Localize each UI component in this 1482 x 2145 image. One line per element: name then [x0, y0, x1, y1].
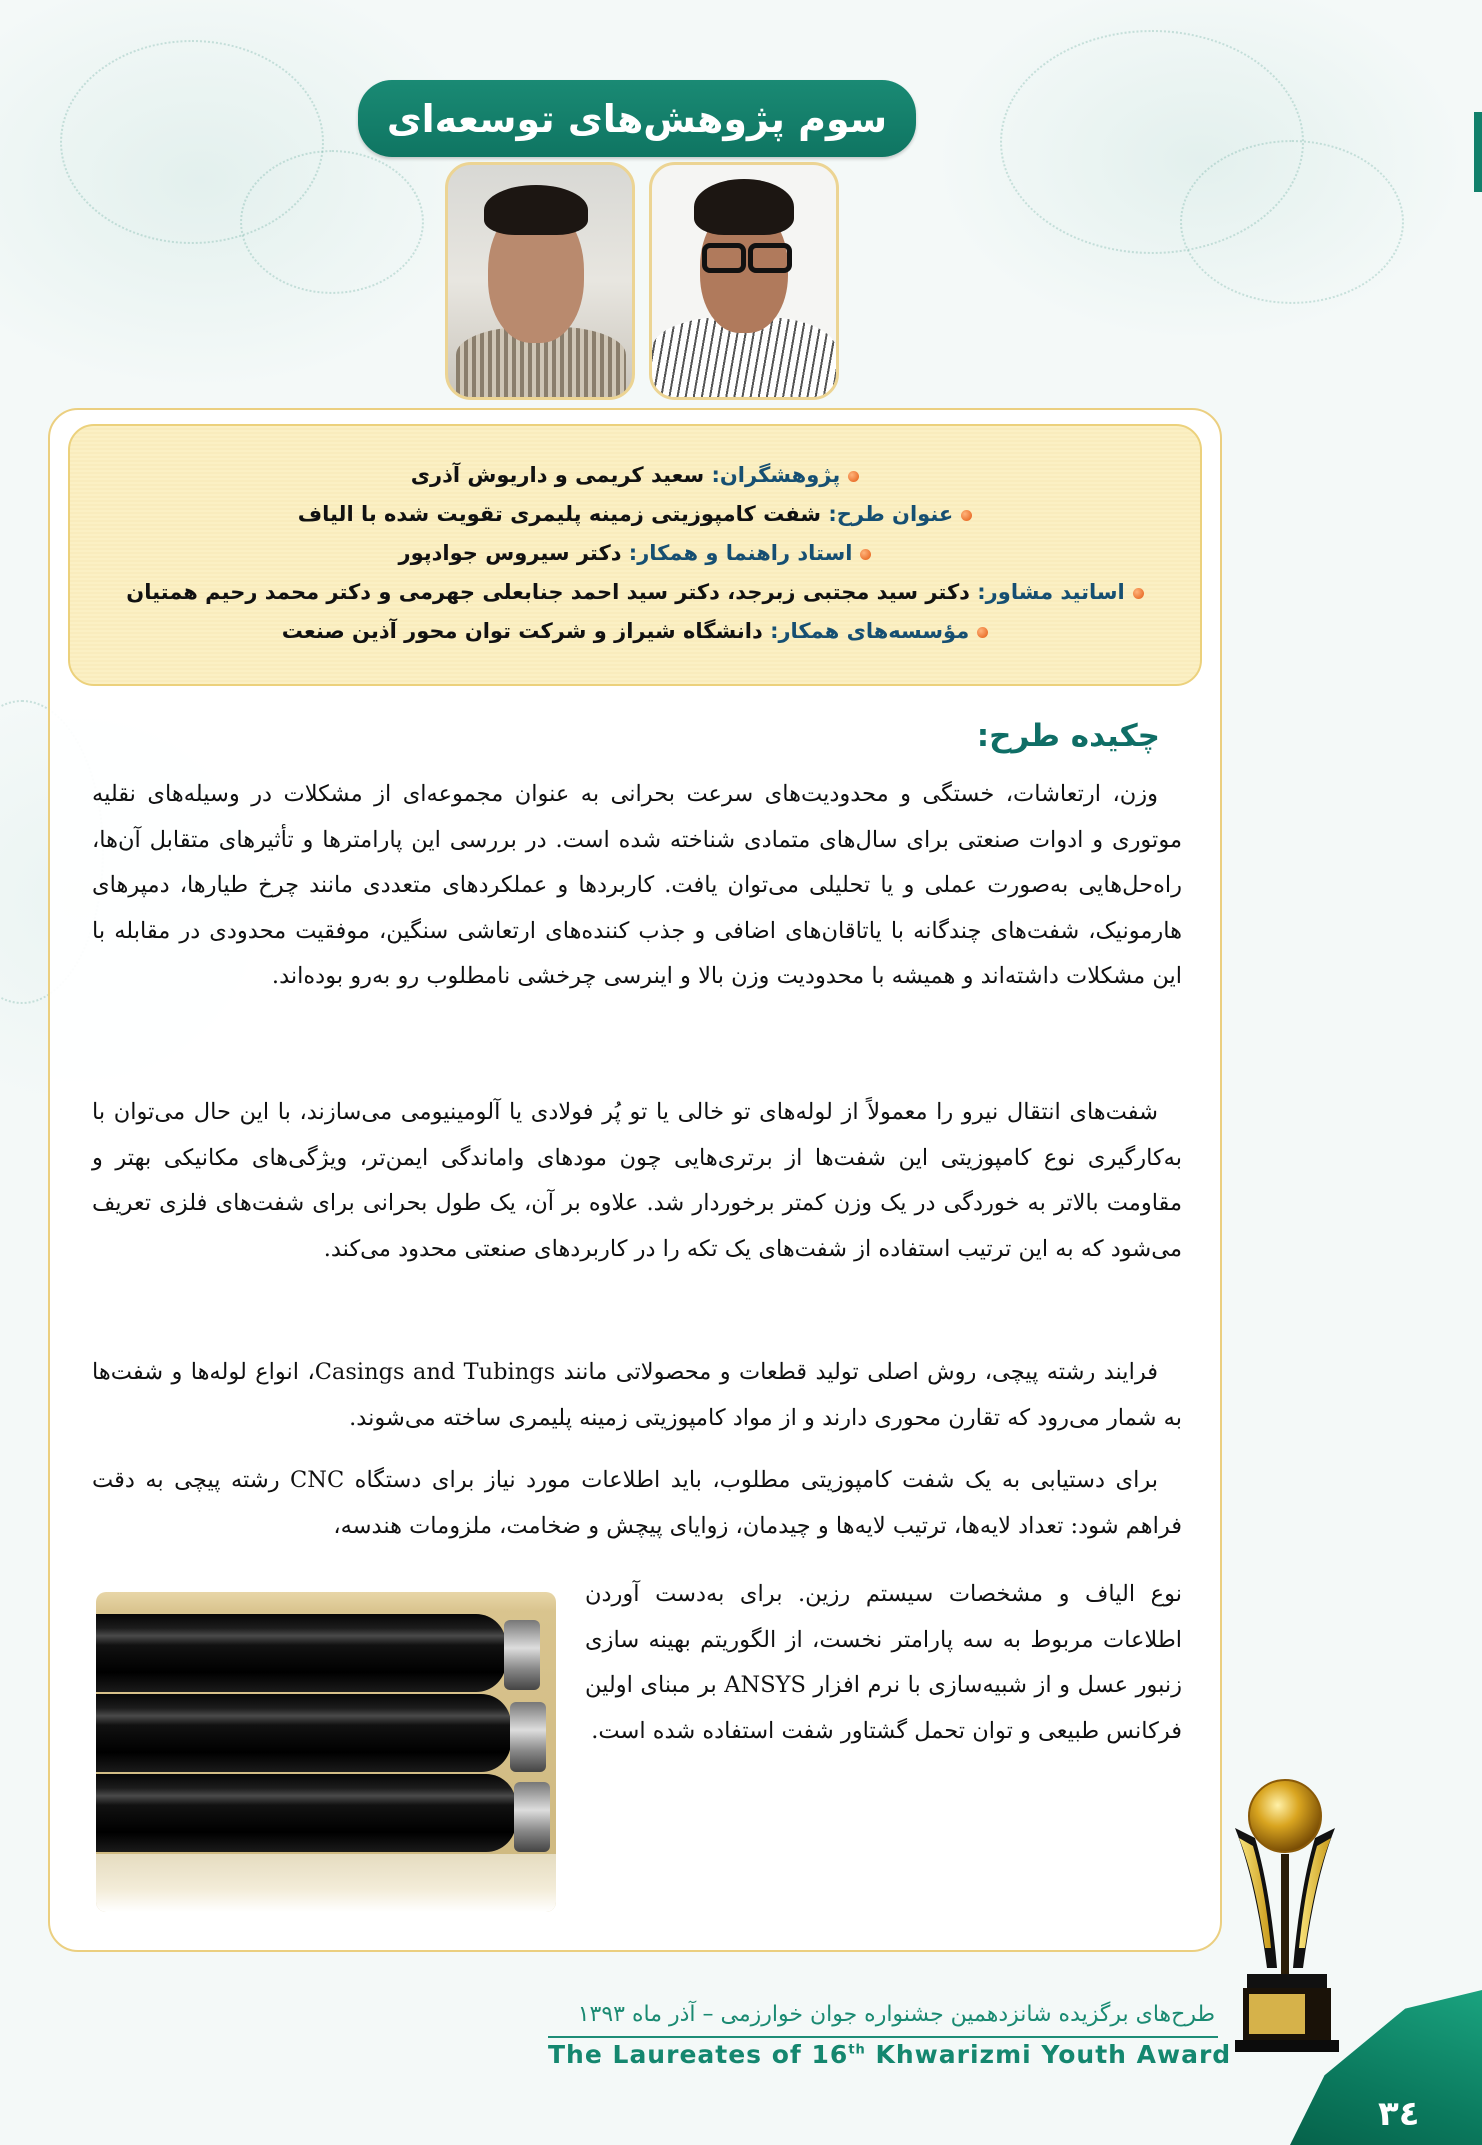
footer-english-sup: th [848, 2042, 866, 2058]
shaft-flange [514, 1782, 550, 1852]
info-label: استاد راهنما و همکار: [628, 541, 853, 565]
abstract-heading: چکیده طرح: [976, 718, 1160, 754]
glasses [748, 243, 792, 273]
abstract-paragraph [92, 772, 1182, 1000]
hair [484, 185, 588, 235]
section-title: سوم پژوهش‌های توسعه‌ای [386, 96, 888, 141]
bullet-icon [977, 627, 988, 638]
footer-english-prefix: The Laureates of 16 [548, 2040, 849, 2069]
composite-shafts-photo [96, 1592, 556, 1912]
glasses [702, 243, 746, 273]
shaft [96, 1614, 506, 1692]
shaft [96, 1774, 516, 1852]
info-label: عنوان طرح: [828, 502, 954, 526]
decorative-swirl [240, 150, 424, 294]
paragraph-text: وزن، ارتعاشات، خستگی و محدودیت‌های سرعت بحرانی به عنوان مجموعه‌ای از مشکلات در وسیله‌های نقلیه موتوری و ادوات صنعتی برای سال‌های متمادی شناخته شده است. در بررسی این پارامترها و تأثیرهای متقابل آن‌ها، راه‌حل‌هایی به‌صورت عملی و یا تحلیلی می‌توان یافت. کاربردها و عملکردهای متعددی مانند چرخ طیارها، دمپرهای هارمونیک، شفت‌های چندگانه با یاتاقان‌های اضافی و جذب کننده‌های ارتعاشی سنگین، موفقیت محدودی در مقابله با این مشکلات داشته‌اند و همیشه با محدودیت وزن بالا و اینرسی چرخشی نامطلوب رو به‌رو بوده‌اند. [92, 781, 1182, 990]
info-label: پژوهشگران: [711, 463, 841, 487]
footer-persian-title: طرح‌های برگزیده شانزدهمین جشنواره جوان خوارزمی – آذر ماه ۱۳۹۳ [577, 2002, 1215, 2027]
info-value: دکتر سید مجتبی زبرجد، دکتر سید احمد جنابعلی جهرمی و دکتر محمد رحیم همتیان [126, 580, 970, 604]
info-advisors [70, 573, 1200, 612]
project-info-box [68, 424, 1202, 686]
paragraph-text: فرایند رشته پیچی، روش اصلی تولید قطعات و محصولاتی مانند Casings and Tubings، انواع لوله‌ها و شفت‌ها به شمار می‌رود که تقارن محوری دارند و از مواد کامپوزیتی زمینه پلیمری ساخته می‌شوند. [92, 1359, 1182, 1431]
paragraph-text: برای دستیابی به یک شفت کامپوزیتی مطلوب، باید اطلاعات مورد نیاز برای دستگاه CNC رشته پیچی به دقت فراهم شود: تعداد لایه‌ها، ترتیب لایه‌ها و چیدمان، زوایای پیچش و ضخامت، ملزومات هندسه، [92, 1467, 1182, 1539]
hair [694, 179, 794, 235]
trophy-base-top [1247, 1974, 1327, 1988]
info-supervisor [70, 534, 1200, 573]
decorative-swirl [1180, 140, 1404, 304]
info-value: دکتر سیروس جوادپور [398, 541, 622, 565]
info-institutions [70, 612, 1200, 651]
info-label: اساتید مشاور: [977, 580, 1125, 604]
bullet-icon [1133, 588, 1144, 599]
shaft-flange [504, 1620, 540, 1690]
paragraph-text: نوع الیاف و مشخصات سیستم رزین. برای به‌دست آوردن اطلاعات مربوط به سه پارامتر نخست، از الگوریتم بهینه سازی زنبور عسل و از شبیه‌سازی با نرم افزار ANSYS بر مبنای اولین فرکانس طبیعی و توان تحمل گشتاور شفت استفاده شده است. [585, 1581, 1182, 1744]
info-label: مؤسسه‌های همکار: [770, 619, 970, 643]
abstract-paragraph [92, 1458, 1182, 1549]
abstract-paragraph [92, 1350, 1182, 1441]
info-researchers [70, 456, 1200, 495]
shaft-flange [510, 1702, 546, 1772]
bullet-icon [961, 510, 972, 521]
paragraph-text: شفت‌های انتقال نیرو را معمولاً از لوله‌های تو خالی یا تو پُر فولادی یا آلومینیومی می‌سازند، با این حال می‌توان با به‌کارگیری نوع کامپوزیتی این شفت‌ها از برتری‌هایی چون مودهای واماندگی ایمن‌تر، ویژگی‌های مکانیکی بهتر و مقاومت بالاتر به خوردگی در یک وزن کمتر برخوردار شد. علاوه بر آن، یک طول بحرانی برای شفت‌های فلزی تعریف می‌شود که به این ترتیب استفاده از شفت‌های یک تکه را در کاربردهای صنعتی محدود می‌کند. [92, 1099, 1182, 1262]
trophy-icon [1225, 1768, 1345, 2058]
trophy-plaque [1249, 1994, 1305, 2034]
footer-english-suffix: Khwarizmi Youth Award [865, 2040, 1232, 2069]
abstract-paragraph [92, 1090, 1182, 1272]
footer-english-title [548, 2040, 1232, 2069]
info-value: شفت کامپوزیتی زمینه پلیمری تقویت شده با الیاف [297, 502, 822, 526]
page-number: ٣٤ [1378, 2094, 1420, 2134]
abstract-paragraph-wrapped [585, 1572, 1182, 1754]
trophy-medal [1249, 1780, 1321, 1852]
info-value: سعید کریمی و داریوش آذری [410, 463, 705, 487]
bullet-icon [860, 549, 871, 560]
footer-divider [548, 2036, 1218, 2038]
researcher-photo-1 [649, 162, 839, 400]
trophy-stem [1281, 1854, 1289, 1974]
shaft [96, 1694, 511, 1772]
wooden-crate [96, 1854, 556, 1912]
section-title-banner [358, 80, 916, 157]
info-project-title [70, 495, 1200, 534]
trophy-plinth [1235, 2040, 1339, 2052]
info-value: دانشگاه شیراز و شرکت توان محور آذین صنعت [281, 619, 763, 643]
bullet-icon [848, 471, 859, 482]
researcher-photo-2 [445, 162, 635, 400]
section-tab-marker [1474, 112, 1482, 192]
